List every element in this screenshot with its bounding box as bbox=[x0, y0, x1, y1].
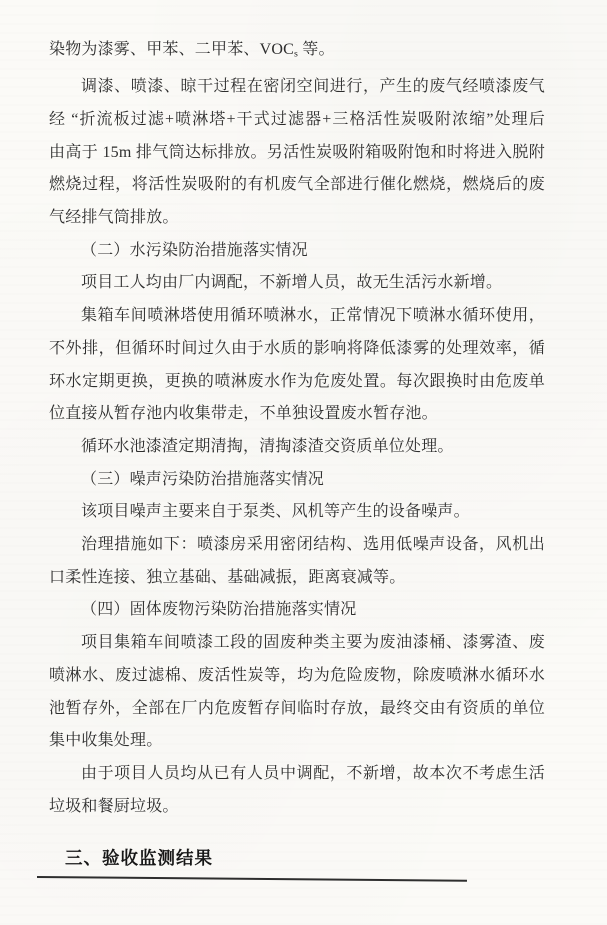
text-line: 项目工人均由厂内调配，不新增人员，故无生活污水新增。 bbox=[81, 274, 503, 292]
text-line: 治理措施如下：喷漆房采用密闭结构、选用低噪声设备，风机出 bbox=[81, 536, 545, 554]
text-line: （二）水污染防治措施落实情况 bbox=[81, 241, 308, 259]
paragraph bbox=[49, 34, 545, 71]
paragraph bbox=[49, 71, 545, 235]
text-line: 垃圾和餐厨垃圾。 bbox=[49, 797, 179, 815]
paragraph bbox=[49, 529, 545, 594]
text-line: 集中收集处理。 bbox=[49, 732, 163, 750]
paragraph bbox=[49, 627, 545, 758]
paragraph bbox=[49, 758, 545, 823]
subsection-heading bbox=[49, 235, 545, 268]
section-divider bbox=[37, 876, 467, 882]
section-heading-row bbox=[0, 845, 607, 878]
section-heading: 三、验收监测结果 bbox=[65, 848, 213, 868]
paragraph bbox=[49, 496, 545, 529]
text-line: 由于项目人员均从已有人员中调配，不新增，故本次不考虑生活 bbox=[81, 764, 545, 782]
paragraph bbox=[49, 267, 545, 300]
text-line: 由高于 15m 排气筒达标排放。另活性炭吸附箱吸附饱和时将进入脱附 bbox=[49, 143, 545, 161]
text-line: 调漆、喷漆、晾干过程在密闭空间进行，产生的废气经喷漆废气 bbox=[81, 78, 545, 96]
text-line: 集箱车间喷淋塔使用循环喷淋水，正常情况下喷淋水循环使用， bbox=[81, 307, 545, 325]
paragraph bbox=[49, 431, 545, 464]
text-line: 燃烧过程，将活性炭吸附的有机废气全部进行催化燃烧，燃烧后的废 bbox=[49, 176, 545, 194]
text-line: 位直接从暂存池内收集带走，不单独设置废水暂存池。 bbox=[49, 405, 438, 423]
text-line: 池暂存外，全部在厂内危废暂存间临时存放，最终交由有资质的单位 bbox=[49, 699, 545, 717]
text-line: 环水定期更换，更换的喷淋废水作为危废处置。每次跟换时由危废单 bbox=[49, 372, 545, 390]
text-line: （三）噪声污染防治措施落实情况 bbox=[81, 470, 325, 488]
text-line: 口柔性连接、独立基础、基础减振，距离衰减等。 bbox=[49, 568, 406, 586]
text-line: 喷淋水、废过滤棉、废活性炭等，均为危险废物，除废喷淋水循环水 bbox=[49, 666, 545, 684]
text-line: 经 “折流板过滤+喷淋塔+干式过滤器+三格活性炭吸附浓缩”处理后 bbox=[49, 110, 545, 128]
text-line: 该项目噪声主要来自于泵类、风机等产生的设备噪声。 bbox=[81, 503, 470, 521]
text-line: 染物为漆雾、甲苯、二甲苯、$VOC_s$ 等。 bbox=[49, 41, 335, 60]
text-line: 项目集箱车间喷漆工段的固废种类主要为废油漆桶、漆雾渣、废 bbox=[81, 634, 545, 652]
text-line: 气经排气筒排放。 bbox=[49, 208, 179, 226]
paragraph bbox=[49, 300, 545, 431]
subscript-text: s bbox=[293, 48, 299, 60]
text-line: 循环水池漆渣定期清掏，清掏漆渣交资质单位处理。 bbox=[81, 437, 454, 455]
text-line: 不外排，但循环时间过久由于水质的影响将降低漆雾的处理效率，循 bbox=[49, 339, 545, 357]
text-line: （四）固体废物污染防治措施落实情况 bbox=[81, 601, 357, 619]
subsection-heading bbox=[49, 464, 545, 497]
subsection-heading bbox=[49, 594, 545, 627]
